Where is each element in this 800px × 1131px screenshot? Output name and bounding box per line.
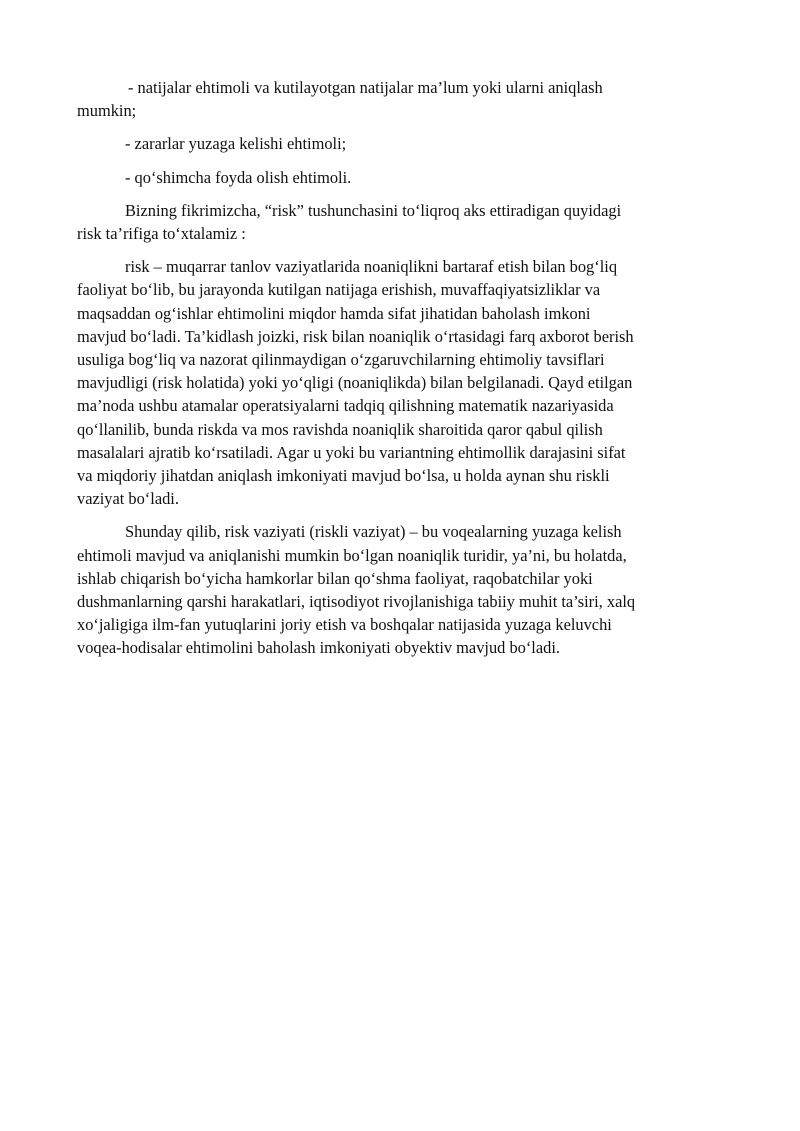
text-line: maqsaddan og‘ishlar ehtimolini miqdor hamda sifat jihatidan baholash imkoni [77, 303, 591, 323]
text-line: vaziyat bo‘ladi. [77, 489, 179, 509]
document-page [77, 76, 722, 670]
text-line: mumkin; [77, 101, 137, 121]
text-line: voqea-hodisalar ehtimolini baholash imkoniyati obyektiv mavjud bo‘ladi. [77, 638, 560, 658]
text-line: ehtimoli mavjud va aniqlanishi mumkin bo‘lgan noaniqlik turidir, ya’ni, bu holatda, [77, 545, 627, 565]
text-line: mavjud bo‘ladi. Ta’kidlash joizki, risk bilan noaniqlik o‘rtasidagi farq axborot berish [77, 326, 634, 346]
paragraph-risk-definition-intro [77, 199, 722, 245]
text-line: va miqdoriy jihatdan aniqlash imkoniyati mavjud bo‘lsa, u holda aynan shu riskli [77, 466, 610, 486]
text-line: - zararlar yuzaga kelishi ehtimoli; [125, 134, 347, 154]
text-line: Bizning fikrimizcha, “risk” tushunchasini to‘liqroq aks ettiradigan quyidagi [125, 200, 622, 220]
text-line: dushmanlarning qarshi harakatlari, iqtisodiyot rivojlanishiga tabiiy muhit ta’siri, xalq [77, 592, 636, 612]
paragraph-outcome-probability [77, 76, 722, 122]
paragraph-extra-profit-probability [77, 166, 722, 189]
text-line: xo‘jaligiga ilm-fan yutuqlarini joriy etish va boshqalar natijasida yuzaga keluvchi [77, 615, 612, 635]
text-line: ishlab chiqarish bo‘yicha hamkorlar bilan qo‘shma faoliyat, raqobatchilar yoki [77, 568, 593, 588]
paragraph-loss-probability [77, 132, 722, 155]
text-line: faoliyat bo‘lib, bu jarayonda kutilgan natijaga erishish, muvaffaqiyatsizliklar va [77, 280, 601, 300]
paragraph-risk-definition [77, 255, 722, 510]
paragraph-risk-situation [77, 520, 722, 659]
text-line: Shunday qilib, risk vaziyati (riskli vaziyat) – bu voqealarning yuzaga kelish [125, 522, 622, 542]
text-line: risk ta’rifiga to‘xtalamiz : [77, 224, 246, 244]
text-line: masalalari ajratib ko‘rsatiladi. Agar u yoki bu variantning ehtimollik darajasini sifat [77, 442, 626, 462]
text-line: - natijalar ehtimoli va kutilayotgan natijalar ma’lum yoki ularni aniqlash [128, 78, 603, 97]
text-line: risk – muqarrar tanlov vaziyatlarida noaniqlikni bartaraf etish bilan bog‘liq [125, 257, 618, 277]
text-line: usuliga bog‘liq va nazorat qilinmaydigan o‘zgaruvchilarning ehtimoliy tavsiflari [77, 350, 605, 370]
text-line: qo‘llanilib, bunda riskda va mos ravishda noaniqlik sharoitida qaror qabul qilish [77, 419, 603, 439]
text-line: ma’noda ushbu atamalar operatsiyalarni tadqiq qilishning matematik nazariyasida [77, 396, 614, 416]
text-line: - qo‘shimcha foyda olish ehtimoli. [125, 167, 352, 187]
text-line: mavjudligi (risk holatida) yoki yo‘qligi (noaniqlikda) bilan belgilanadi. Qayd etilgan [77, 373, 633, 393]
